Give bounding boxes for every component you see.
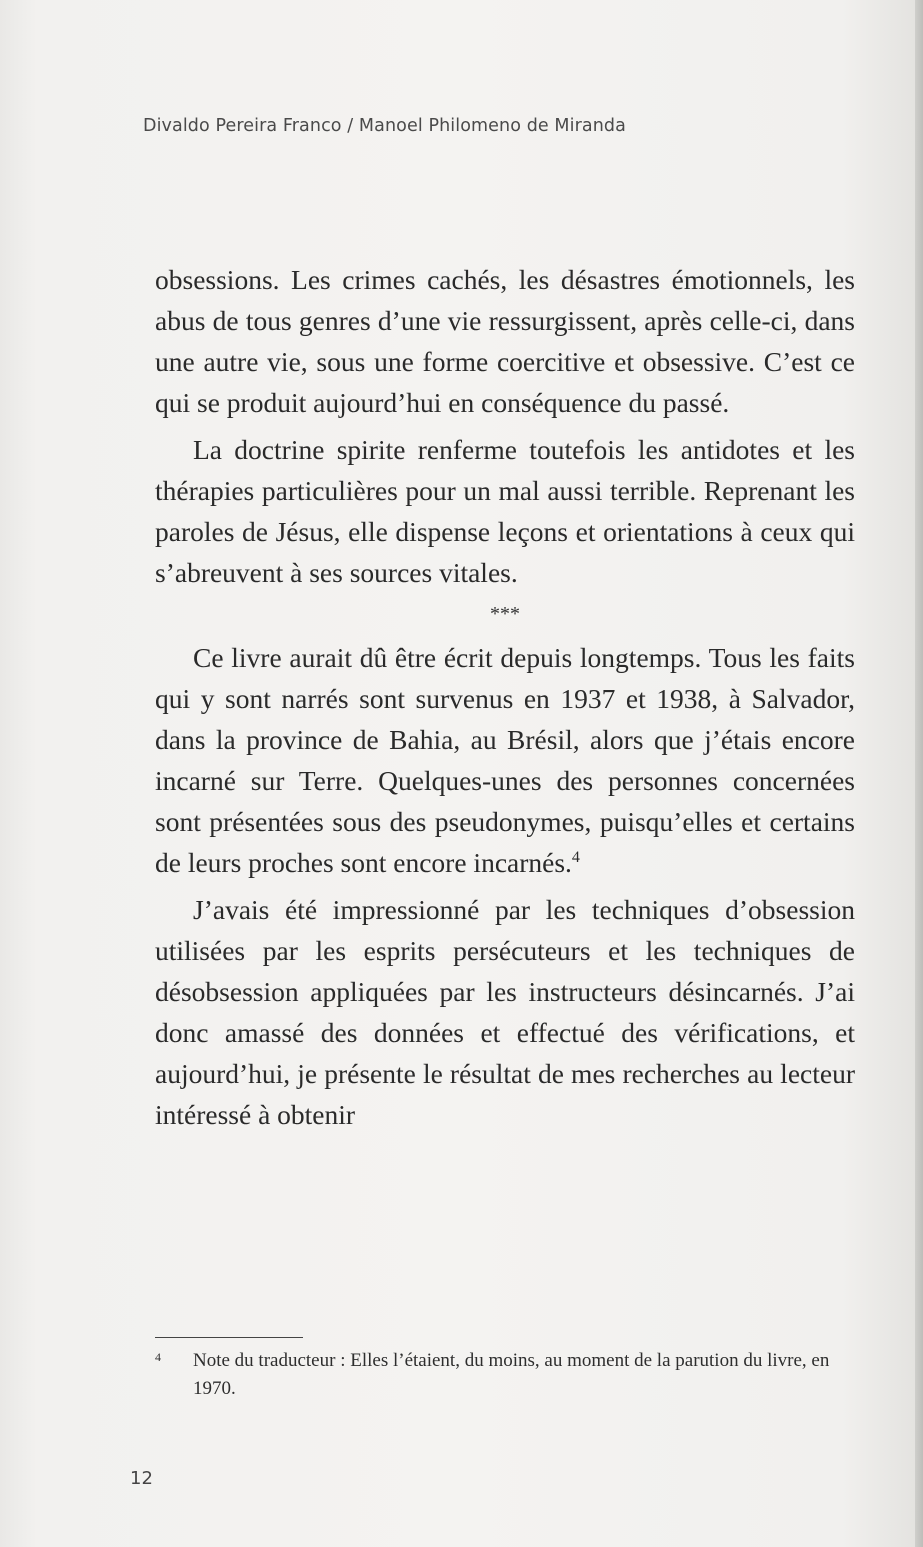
footnote-text: Note du traducteur : Elles l’étaient, du moins, au moment de la parution du livre, en 1970. (193, 1350, 830, 1399)
paragraph: La doctrine spirite renferme toutefois les antidotes et les thérapies particulières pour un mal aussi terrible. Reprenant les paroles de Jésus, elle dispense leçons et orientations à ceux qui s’abreuvent à ses sources vitales. (155, 434, 855, 588)
footnote-mark: 4 (155, 1350, 161, 1364)
footnote (155, 1347, 855, 1403)
footnote-reference: 4 (571, 849, 580, 866)
running-header: Divaldo Pereira Franco / Manoel Philomeno de Miranda (143, 116, 626, 136)
page-number: 12 (130, 1468, 153, 1489)
body-text (155, 259, 855, 1135)
paragraph-with-note (155, 637, 855, 883)
paragraph-text: Ce livre aurait dû être écrit depuis longtemps. Tous les faits qui y sont narrés sont survenus en 1937 et 1938, à Salvador, dans la province de Bahia, au Brésil, alors que j’étais encore incarné sur Terre. Quelques-unes des personnes concernées sont présentées sous des pseudonymes, puisqu’elles et certains de leurs proches sont encore incarnés. (155, 642, 855, 878)
paragraph: J’avais été impressionné par les techniques d’obsession utilisées par les esprits persécuteurs et les techniques de désobsession appliquées par les instructeurs désincarnés. J’ai donc amassé des données et effectué des vérifications, et aujourd’hui, je présente le résultat de mes recherches au lecteur intéressé à obtenir (155, 894, 855, 1130)
footnote-divider (155, 1337, 303, 1338)
page-edge (915, 0, 923, 1547)
section-separator: *** (490, 603, 520, 625)
paragraph: obsessions. Les crimes cachés, les désastres émotionnels, les abus de tous genres d’une vie ressurgissent, après celle-ci, dans une autre vie, sous une forme coercitive et obsessive. C’est ce qui se produit aujourd’hui en conséquence du passé. (155, 264, 855, 418)
